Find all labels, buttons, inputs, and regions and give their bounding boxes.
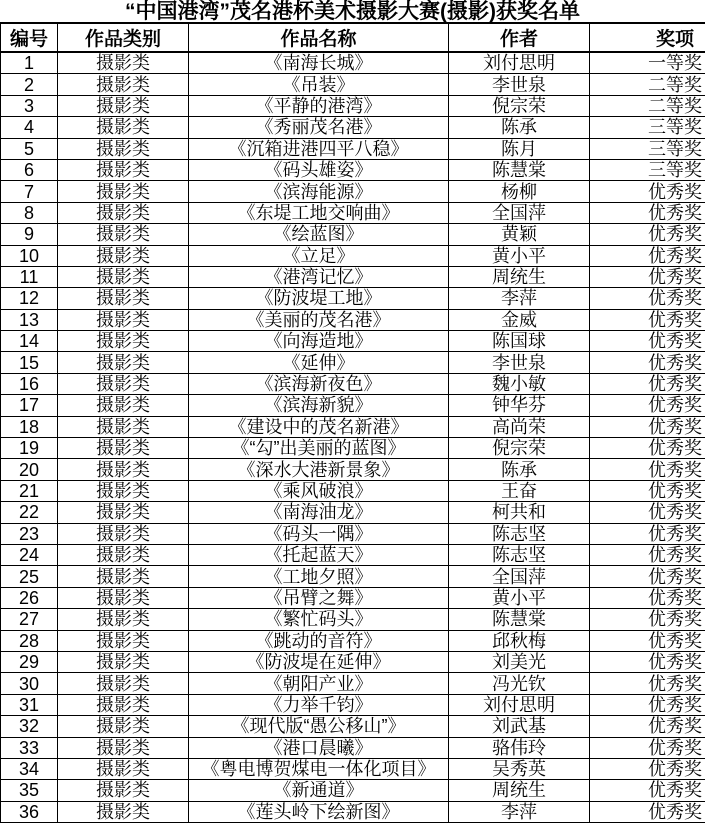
table-row [1,352,705,373]
cell-title: 《托起蓝天》 [189,544,449,565]
table-row [1,801,705,822]
cell-award: 优秀奖 [590,609,705,630]
cell-category: 摄影类 [58,266,189,287]
table-row [1,117,705,138]
table-row [1,651,705,672]
cell-category: 摄影类 [58,159,189,180]
table-row [1,224,705,245]
table-row [1,95,705,116]
cell-award: 三等奖 [590,117,705,138]
cell-no: 13 [1,309,58,330]
cell-award: 优秀奖 [590,331,705,352]
cell-author: 陈承 [449,459,590,480]
cell-no: 30 [1,673,58,694]
cell-title: 《乘风破浪》 [189,480,449,501]
cell-award: 优秀奖 [590,651,705,672]
table-row [1,609,705,630]
cell-award: 三等奖 [590,159,705,180]
cell-title: 《力举千钧》 [189,694,449,715]
cell-award: 优秀奖 [590,523,705,544]
table-row [1,630,705,651]
cell-title: 《跳动的音符》 [189,630,449,651]
cell-title: 《码头雄姿》 [189,159,449,180]
cell-title: 《美丽的茂名港》 [189,309,449,330]
cell-no: 18 [1,416,58,437]
cell-category: 摄影类 [58,224,189,245]
table-row [1,331,705,352]
cell-category: 摄影类 [58,566,189,587]
cell-author: 刘付思明 [449,52,590,74]
cell-category: 摄影类 [58,95,189,116]
cell-award: 优秀奖 [590,544,705,565]
cell-author: 黄小平 [449,245,590,266]
cell-title: 《朝阳产业》 [189,673,449,694]
cell-category: 摄影类 [58,459,189,480]
cell-category: 摄影类 [58,673,189,694]
cell-no: 8 [1,202,58,223]
page-title: “中国港湾”茂名港杯美术摄影大赛(摄影)获奖名单 [0,0,705,22]
cell-award: 优秀奖 [590,373,705,394]
cell-title: 《立足》 [189,245,449,266]
cell-no: 10 [1,245,58,266]
cell-award: 优秀奖 [590,566,705,587]
cell-award: 优秀奖 [590,352,705,373]
table-row [1,245,705,266]
table-row [1,737,705,758]
cell-title: 《现代版“愚公移山”》 [189,716,449,737]
cell-category: 摄影类 [58,523,189,544]
cell-award: 优秀奖 [590,224,705,245]
cell-author: 冯光钦 [449,673,590,694]
cell-no: 36 [1,801,58,822]
table-row [1,138,705,159]
cell-category: 摄影类 [58,780,189,801]
cell-award: 优秀奖 [590,716,705,737]
cell-no: 9 [1,224,58,245]
cell-title: 《深水大港新景象》 [189,459,449,480]
table-row [1,438,705,459]
awards-table-header [1,23,705,52]
cell-author: 陈慧棠 [449,609,590,630]
cell-author: 倪宗荣 [449,95,590,116]
header-no: 编号 [1,23,58,52]
cell-author: 黄颖 [449,224,590,245]
cell-category: 摄影类 [58,544,189,565]
cell-category: 摄影类 [58,438,189,459]
cell-award: 优秀奖 [590,694,705,715]
cell-author: 全国萍 [449,202,590,223]
cell-award: 优秀奖 [590,758,705,779]
table-row [1,288,705,309]
table-row [1,74,705,95]
table-row [1,202,705,223]
cell-no: 26 [1,587,58,608]
cell-no: 4 [1,117,58,138]
cell-no: 33 [1,737,58,758]
cell-category: 摄影类 [58,630,189,651]
cell-author: 王奋 [449,480,590,501]
cell-title: 《南海长城》 [189,52,449,74]
table-row [1,181,705,202]
cell-author: 周统生 [449,780,590,801]
cell-category: 摄影类 [58,758,189,779]
cell-title: 《建设中的茂名新港》 [189,416,449,437]
cell-category: 摄影类 [58,694,189,715]
cell-category: 摄影类 [58,74,189,95]
cell-award: 优秀奖 [590,480,705,501]
cell-category: 摄影类 [58,309,189,330]
cell-award: 优秀奖 [590,288,705,309]
cell-no: 34 [1,758,58,779]
cell-no: 22 [1,502,58,523]
cell-title: 《延伸》 [189,352,449,373]
cell-no: 25 [1,566,58,587]
table-row [1,716,705,737]
table-row [1,523,705,544]
cell-no: 7 [1,181,58,202]
cell-award: 二等奖 [590,95,705,116]
cell-category: 摄影类 [58,373,189,394]
cell-award: 优秀奖 [590,630,705,651]
table-row [1,694,705,715]
table-row [1,780,705,801]
cell-author: 倪宗荣 [449,438,590,459]
cell-award: 优秀奖 [590,395,705,416]
cell-author: 陈承 [449,117,590,138]
cell-title: 《向海造地》 [189,331,449,352]
cell-no: 12 [1,288,58,309]
cell-title: 《南海油龙》 [189,502,449,523]
cell-award: 优秀奖 [590,438,705,459]
cell-no: 11 [1,266,58,287]
cell-category: 摄影类 [58,480,189,501]
cell-title: 《滨海新貌》 [189,395,449,416]
cell-title: 《吊装》 [189,74,449,95]
cell-category: 摄影类 [58,202,189,223]
cell-no: 29 [1,651,58,672]
awards-table [0,22,705,823]
cell-category: 摄影类 [58,288,189,309]
cell-author: 吴秀英 [449,758,590,779]
cell-author: 钟华芬 [449,395,590,416]
cell-award: 优秀奖 [590,245,705,266]
cell-title: 《“勾”出美丽的蓝图》 [189,438,449,459]
cell-author: 金威 [449,309,590,330]
cell-title: 《东堤工地交响曲》 [189,202,449,223]
cell-award: 优秀奖 [590,780,705,801]
cell-category: 摄影类 [58,117,189,138]
cell-award: 优秀奖 [590,801,705,822]
cell-title: 《滨海能源》 [189,181,449,202]
cell-no: 16 [1,373,58,394]
cell-award: 优秀奖 [590,202,705,223]
cell-no: 21 [1,480,58,501]
cell-category: 摄影类 [58,138,189,159]
cell-no: 14 [1,331,58,352]
cell-category: 摄影类 [58,352,189,373]
cell-author: 李萍 [449,288,590,309]
cell-category: 摄影类 [58,716,189,737]
cell-author: 陈慧棠 [449,159,590,180]
cell-author: 邱秋梅 [449,630,590,651]
table-row [1,587,705,608]
cell-category: 摄影类 [58,609,189,630]
table-row [1,502,705,523]
cell-title: 《莲头岭下绘新图》 [189,801,449,822]
cell-category: 摄影类 [58,737,189,758]
cell-no: 23 [1,523,58,544]
cell-title: 《粤电博贺煤电一体化项目》 [189,758,449,779]
cell-title: 《平静的港湾》 [189,95,449,116]
cell-author: 刘武基 [449,716,590,737]
cell-title: 《港口晨曦》 [189,737,449,758]
cell-category: 摄影类 [58,245,189,266]
cell-author: 李世泉 [449,352,590,373]
cell-title: 《新通道》 [189,780,449,801]
cell-title: 《码头一隅》 [189,523,449,544]
cell-title: 《秀丽茂名港》 [189,117,449,138]
cell-author: 陈月 [449,138,590,159]
table-row [1,373,705,394]
cell-award: 优秀奖 [590,266,705,287]
table-row [1,395,705,416]
table-row [1,52,705,74]
cell-category: 摄影类 [58,651,189,672]
cell-no: 20 [1,459,58,480]
cell-award: 优秀奖 [590,737,705,758]
cell-award: 二等奖 [590,74,705,95]
cell-title: 《吊臂之舞》 [189,587,449,608]
cell-no: 27 [1,609,58,630]
cell-no: 24 [1,544,58,565]
cell-award: 优秀奖 [590,673,705,694]
header-row [1,23,705,52]
cell-no: 17 [1,395,58,416]
table-row [1,459,705,480]
cell-author: 高尚荣 [449,416,590,437]
cell-category: 摄影类 [58,801,189,822]
cell-category: 摄影类 [58,181,189,202]
cell-title: 《工地夕照》 [189,566,449,587]
cell-category: 摄影类 [58,395,189,416]
cell-title: 《繁忙码头》 [189,609,449,630]
cell-author: 周统生 [449,266,590,287]
cell-award: 优秀奖 [590,181,705,202]
cell-no: 1 [1,52,58,74]
cell-title: 《绘蓝图》 [189,224,449,245]
cell-category: 摄影类 [58,331,189,352]
cell-author: 全国萍 [449,566,590,587]
table-row [1,480,705,501]
table-row [1,758,705,779]
cell-no: 19 [1,438,58,459]
cell-award: 优秀奖 [590,416,705,437]
header-award: 奖项 [590,23,705,52]
cell-award: 优秀奖 [590,502,705,523]
cell-category: 摄影类 [58,587,189,608]
cell-no: 15 [1,352,58,373]
cell-author: 柯共和 [449,502,590,523]
cell-author: 陈志坚 [449,523,590,544]
cell-category: 摄影类 [58,502,189,523]
cell-author: 陈国球 [449,331,590,352]
cell-author: 骆伟玲 [449,737,590,758]
cell-title: 《滨海新夜色》 [189,373,449,394]
cell-category: 摄影类 [58,416,189,437]
cell-author: 刘美光 [449,651,590,672]
cell-no: 28 [1,630,58,651]
cell-title: 《防波堤工地》 [189,288,449,309]
cell-author: 陈志坚 [449,544,590,565]
header-title: 作品名称 [189,23,449,52]
cell-no: 32 [1,716,58,737]
table-row [1,416,705,437]
cell-author: 黄小平 [449,587,590,608]
table-row [1,159,705,180]
cell-author: 魏小敏 [449,373,590,394]
cell-title: 《沉箱进港四平八稳》 [189,138,449,159]
cell-title: 《防波堤在延伸》 [189,651,449,672]
table-row [1,266,705,287]
table-row [1,309,705,330]
table-row [1,566,705,587]
cell-author: 李世泉 [449,74,590,95]
cell-award: 三等奖 [590,138,705,159]
cell-award: 优秀奖 [590,309,705,330]
header-author: 作者 [449,23,590,52]
cell-award: 优秀奖 [590,459,705,480]
cell-no: 31 [1,694,58,715]
table-row [1,544,705,565]
cell-no: 5 [1,138,58,159]
cell-title: 《港湾记忆》 [189,266,449,287]
table-row [1,673,705,694]
cell-no: 35 [1,780,58,801]
header-category: 作品类别 [58,23,189,52]
cell-no: 6 [1,159,58,180]
cell-author: 杨柳 [449,181,590,202]
cell-author: 刘付思明 [449,694,590,715]
cell-award: 一等奖 [590,52,705,74]
cell-no: 3 [1,95,58,116]
cell-no: 2 [1,74,58,95]
cell-author: 李萍 [449,801,590,822]
cell-award: 优秀奖 [590,587,705,608]
cell-category: 摄影类 [58,52,189,74]
awards-table-body [1,52,705,823]
